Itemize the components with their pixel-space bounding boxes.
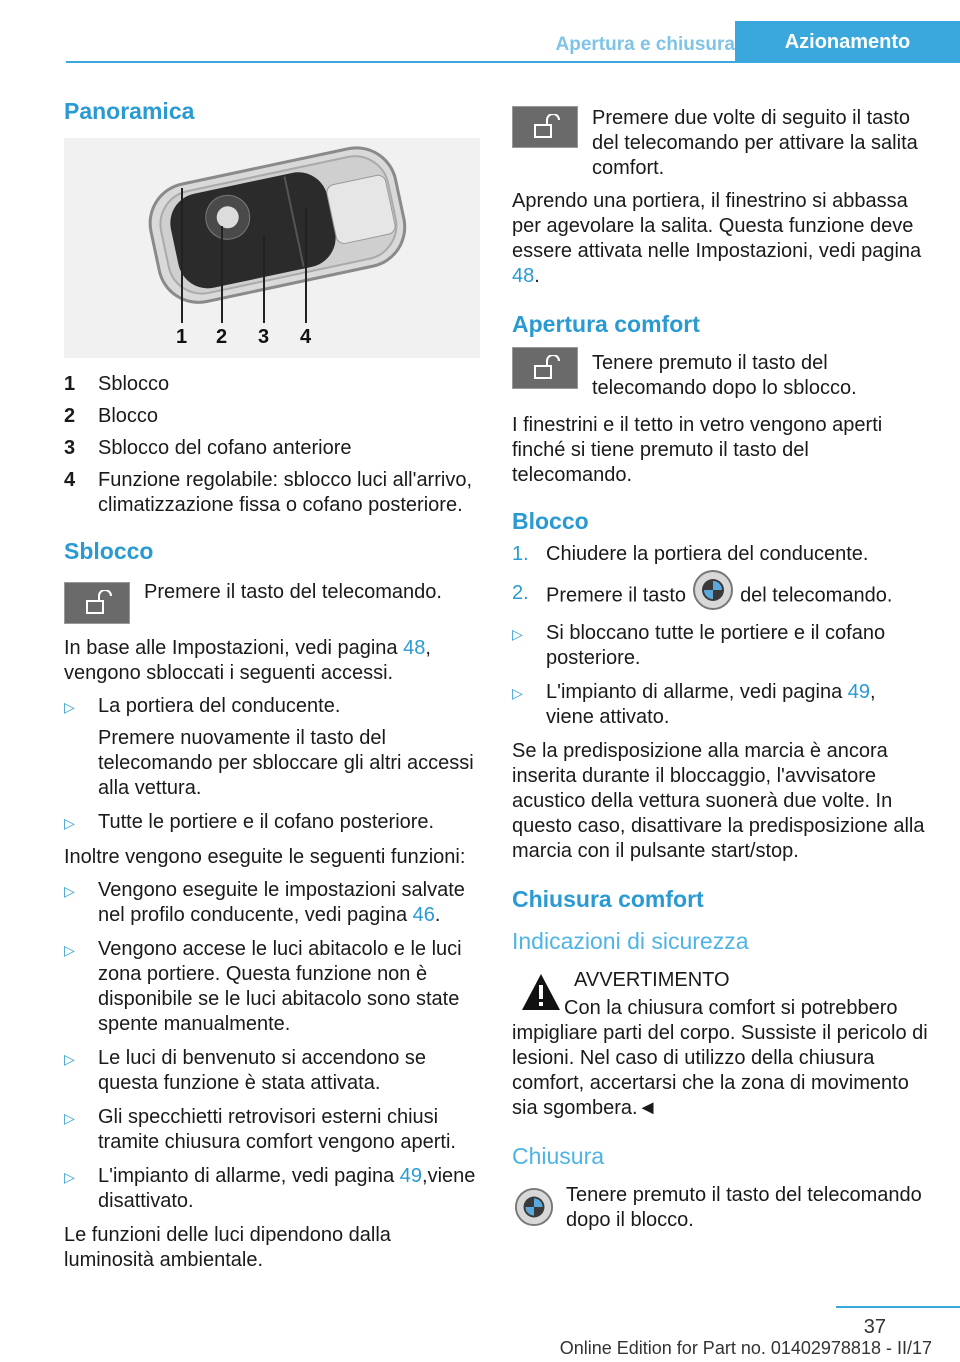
bullet-item	[512, 680, 928, 730]
left-column	[64, 96, 480, 1281]
page-link[interactable]: 48	[512, 265, 535, 287]
paragraph: I finestrini e il tetto in vetro vengono aperti finché si tiene premuto il tasto del telecomando.	[512, 414, 883, 486]
text: .	[534, 265, 540, 287]
header-tab[interactable]: Azionamento	[735, 21, 960, 63]
instruction-text: Tenere premuto il tasto del telecomando dopo il blocco.	[566, 1184, 922, 1231]
instruction-text: Tenere premuto il tasto del telecomando dopo lo sblocco.	[592, 352, 857, 399]
paragraph	[512, 189, 928, 289]
apertura-instruction	[512, 351, 928, 401]
bullet-text: Le luci di benvenuto si accendono se questa funzione è stata attivata.	[98, 1047, 427, 1094]
unlock-icon	[512, 106, 578, 148]
triangle-bullet-icon: ▷	[512, 626, 523, 642]
figure-label: 3	[258, 326, 270, 348]
sblocco-instruction-text: Premere il tasto del telecomando.	[144, 581, 442, 603]
warning-text: Con la chiusura comfort si potrebbero impigliare parti del corpo. Sussiste il pericolo di lesioni. Nel caso di utilizzo della chiusura comfort, accertarsi che la zona di movimento sia sgombera.◄	[512, 997, 928, 1119]
text: L'impianto di allarme, vedi pagina	[546, 681, 848, 703]
figure-label: 4	[300, 326, 312, 348]
text: , vengono sbloccati i seguenti accessi.	[64, 637, 431, 684]
step-number: 2.	[512, 582, 529, 604]
lock-button-icon	[514, 1187, 554, 1227]
sblocco-heading: Sblocco	[64, 538, 154, 564]
chiusura-instruction	[512, 1181, 928, 1233]
page-link[interactable]: 49	[847, 681, 871, 703]
unlock-icon	[64, 582, 130, 624]
legend-text: Sblocco	[98, 373, 170, 395]
triangle-bullet-icon: ▷	[64, 699, 75, 715]
text: Aprendo una portiera, il finestrino si abbassa per agevolare la salita. Questa funzione deve essere attivata nelle Impostazioni, vedi pagina	[512, 190, 922, 262]
figure-label: 1	[176, 326, 188, 348]
triangle-bullet-icon: ▷	[512, 685, 523, 701]
triangle-bullet-icon: ▷	[64, 883, 75, 899]
paragraph: Se la predisposizione alla marcia è ancora inserita durante il bloccaggio, l'avvisatore acustico della vettura suonerà due volte. In questo caso, disattivare la predisposizione alla marcia con il pulsante start/stop.	[512, 740, 925, 862]
bullet-item	[64, 878, 480, 928]
text: , viene attivato.	[546, 681, 876, 728]
instruction-text: Premere due volte di seguito il tasto del telecomando per attivare la salita comfort.	[592, 107, 918, 179]
text: ,viene disattivato.	[98, 1165, 476, 1212]
edition-footer: Online Edition for Part no. 01402978818 - II/17	[559, 1338, 932, 1358]
page-link[interactable]: 49	[399, 1165, 423, 1187]
figure-legend	[64, 372, 480, 518]
text: L'impianto di allarme, vedi pagina	[98, 1165, 400, 1187]
chiusura-heading: Chiusura	[512, 1143, 605, 1169]
bullet-item	[64, 810, 480, 836]
bullet-item	[64, 1105, 480, 1155]
bullet-text: Tutte le portiere e il cofano posteriore.	[98, 811, 435, 833]
footer-rule	[836, 1306, 960, 1308]
legend-text: Sblocco del cofano anteriore	[98, 437, 352, 459]
bullet-item	[512, 621, 928, 671]
step-text: Premere il tasto	[546, 584, 687, 607]
comfort-entry-instruction	[512, 106, 928, 181]
paragraph	[64, 636, 480, 686]
header-section[interactable]: Apertura e chiusura	[555, 34, 735, 55]
bullet-text: Gli specchietti retrovisori esterni chiusi tramite chiusura comfort vengono aperti.	[98, 1106, 456, 1153]
right-column	[512, 106, 928, 1241]
text: Vengono eseguite le impostazioni salvate nel profilo conducente, vedi pagina	[98, 879, 465, 926]
bullet-item	[64, 937, 480, 1037]
legend-text: Funzione regolabile: sblocco luci all'arrivo, climatizzazione fissa o cofano posteriore.	[98, 469, 473, 516]
warning-title: AVVERTIMENTO	[574, 969, 730, 991]
triangle-bullet-icon: ▷	[64, 1110, 75, 1126]
bullet-item	[64, 694, 480, 801]
step-text: Chiudere la portiera del conducente.	[546, 543, 869, 565]
sblocco-instruction	[64, 578, 480, 624]
blocco-heading: Blocco	[512, 508, 589, 534]
page-link[interactable]: 46	[412, 904, 435, 926]
key-figure	[64, 138, 480, 358]
header-rule	[66, 61, 960, 63]
step-number: 1.	[512, 543, 529, 565]
text: In base alle Impostazioni, vedi pagina	[64, 637, 404, 659]
warning-icon	[520, 972, 562, 1012]
legend-num: 3	[64, 437, 76, 459]
triangle-bullet-icon: ▷	[64, 1169, 75, 1185]
bullet-item	[64, 1164, 480, 1214]
panoramica-heading: Panoramica	[64, 98, 195, 124]
page-link[interactable]: 48	[403, 637, 426, 659]
triangle-bullet-icon: ▷	[64, 815, 75, 831]
bullet-subtext: Premere nuovamente il tasto del telecomando per sbloccare gli altri accessi alla vettura.	[98, 727, 474, 799]
bullet-text: Vengono accese le luci abitacolo e le luci zona portiere. Questa funzione non è disponibile se le luci abitacolo sono state spente manualmente.	[98, 938, 462, 1035]
triangle-bullet-icon: ▷	[64, 1051, 75, 1067]
paragraph: Inoltre vengono eseguite le seguenti funzioni:	[64, 846, 466, 868]
bullet-text: La portiera del conducente.	[98, 695, 341, 717]
legend-num: 1	[64, 373, 76, 395]
lock-button-icon	[692, 569, 734, 611]
bullet-text: Si bloccano tutte le portiere e il cofano posteriore.	[546, 622, 886, 669]
ordered-item	[512, 581, 928, 611]
paragraph: Le funzioni delle luci dipendono dalla luminosità ambientale.	[64, 1224, 391, 1271]
page-number: 37	[863, 1316, 886, 1338]
sicurezza-heading: Indicazioni di sicurezza	[512, 928, 749, 954]
apertura-comfort-heading: Apertura comfort	[512, 311, 700, 337]
legend-num: 4	[64, 469, 76, 491]
chiusura-comfort-heading: Chiusura comfort	[512, 886, 704, 912]
step-text: del telecomando.	[740, 584, 893, 607]
bullet-item	[64, 1046, 480, 1096]
text: .	[434, 904, 441, 926]
unlock-icon	[512, 347, 578, 389]
figure-label: 2	[216, 326, 228, 348]
triangle-bullet-icon: ▷	[64, 942, 75, 958]
legend-text: Blocco	[98, 405, 159, 427]
legend-num: 2	[64, 405, 76, 427]
ordered-item	[512, 542, 928, 567]
